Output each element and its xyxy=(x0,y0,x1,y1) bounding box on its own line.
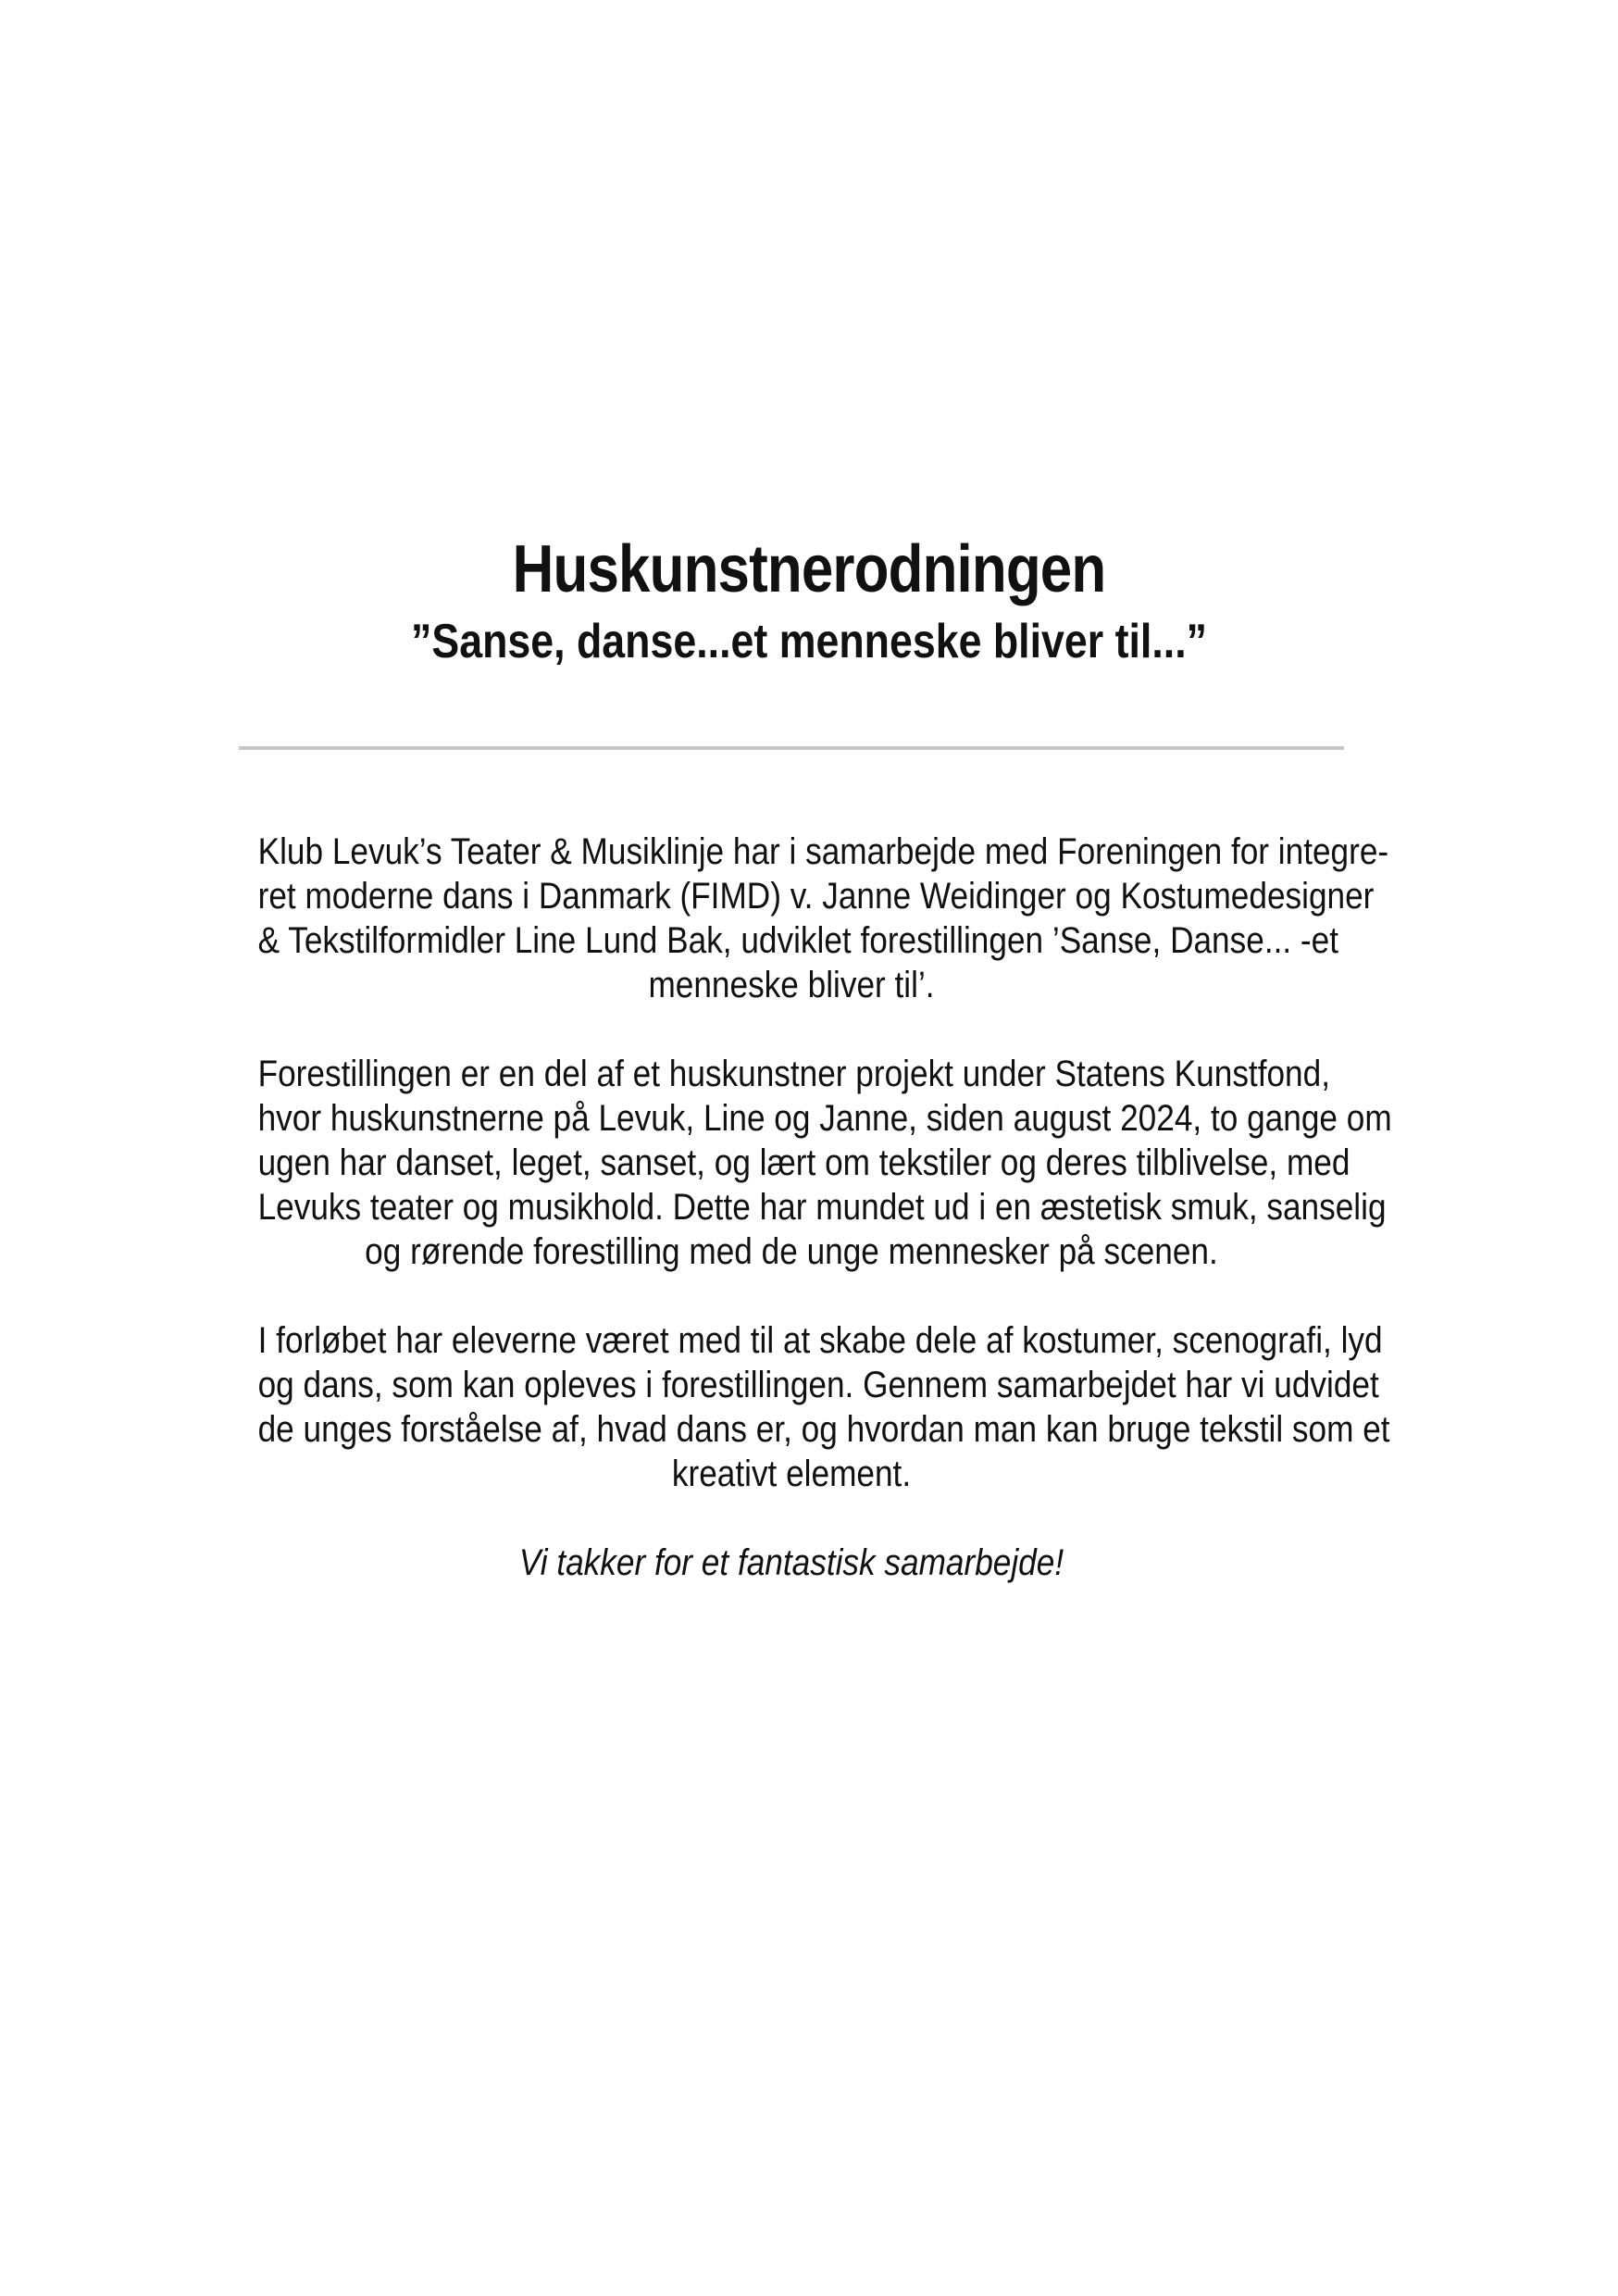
paragraph-line: hvor huskunstnerne på Levuk, Line og Janne, siden august 2024, to gange om xyxy=(257,1098,1392,1139)
paragraph-line: og rørende forestilling med de unge mennesker på scenen. xyxy=(365,1231,1218,1272)
paragraph-line: I forløbet har eleverne været med til at skabe dele af kostumer, scenografi, lyd xyxy=(257,1320,1383,1361)
paragraph-line: de unges forståelse af, hvad dans er, og hvordan man kan bruge tekstil som et xyxy=(257,1409,1390,1450)
page-title: Huskunstnerodningen xyxy=(512,532,1106,606)
closing-thanks: Vi takker for et fantastisk samarbejde! xyxy=(518,1542,1064,1583)
paragraph-line: kreativt element. xyxy=(671,1454,912,1494)
heading-block xyxy=(0,532,1618,669)
paragraph-line: Forestillingen er en del af et huskunstner projekt under Statens Kunstfond, xyxy=(257,1054,1330,1094)
page-subtitle: ”Sanse, danse...et menneske bliver til...” xyxy=(411,615,1207,668)
paragraph-line: & Tekstilformidler Line Lund Bak, udviklet forestillingen ’Sanse, Danse... -et xyxy=(257,920,1339,961)
paragraph-2 xyxy=(257,1052,1392,1274)
divider-line xyxy=(239,746,1344,750)
paragraph-line: menneske bliver til’. xyxy=(648,965,935,1005)
paragraph-3 xyxy=(257,1318,1390,1496)
paragraph-line: Levuks teater og musikhold. Dette har mundet ud i en æstetisk smuk, sanselig xyxy=(257,1187,1387,1228)
paragraph-line: ugen har danset, leget, sanset, og lært om tekstiler og deres tilblivelse, med xyxy=(257,1142,1350,1183)
paragraph-line: ret moderne dans i Danmark (FIMD) v. Janne Weidinger og Kostumedesigner xyxy=(257,876,1375,917)
body-text xyxy=(185,830,1398,1585)
paragraph-1 xyxy=(257,830,1389,1007)
paragraph-line: og dans, som kan opleves i forestillingen. Gennem samarbejdet har vi udvidet xyxy=(257,1365,1379,1405)
paragraph-line: Klub Levuk’s Teater & Musiklinje har i samarbejde med Foreningen for integre- xyxy=(257,831,1389,872)
